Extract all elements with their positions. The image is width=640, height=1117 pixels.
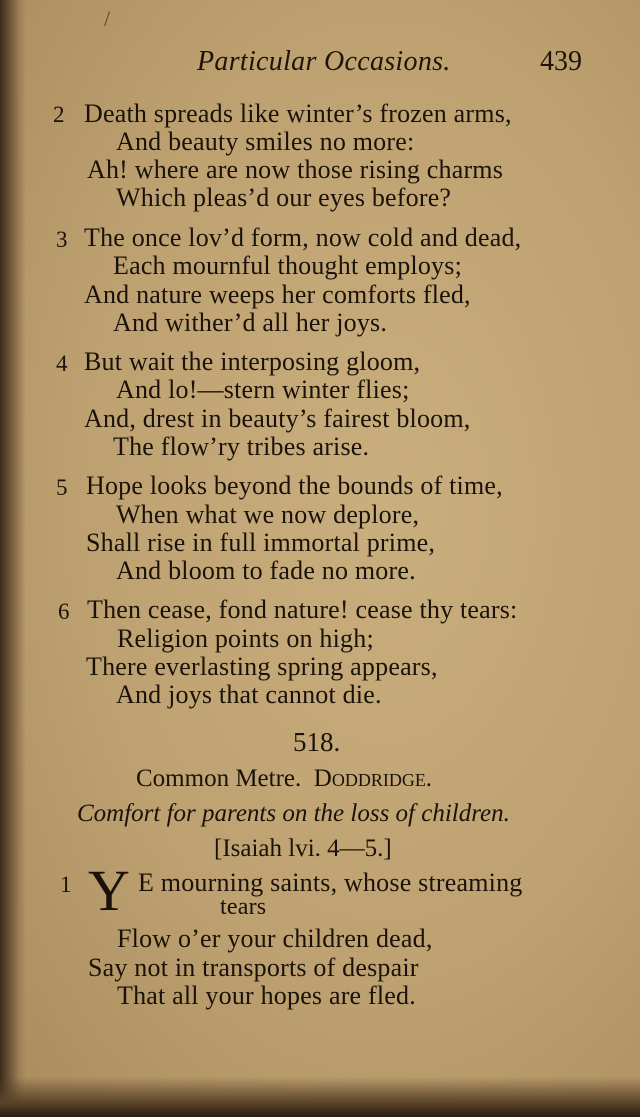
verse-line: And wither’d all her joys.: [113, 308, 388, 337]
verse-line: Flow o’er your children dead,: [117, 924, 433, 953]
verse-line: Which pleas’d our eyes before?: [116, 183, 452, 212]
page-number: 439: [540, 46, 582, 77]
verse-line: And, drest in beauty’s fairest bloom,: [84, 404, 471, 433]
page-gutter-shadow: [0, 0, 26, 1117]
verse-line: That all your hopes are fled.: [117, 981, 416, 1010]
verse-line: Then cease, fond nature! cease thy tears:: [87, 595, 518, 624]
verse-line: And lo!—stern winter flies;: [116, 375, 410, 404]
running-title: Particular Occasions.: [197, 46, 451, 77]
verse-line: E mourning saints, whose streaming: [138, 868, 523, 897]
stanza-number: 4: [56, 351, 68, 376]
verse-line: And nature weeps her comforts fled,: [84, 280, 471, 309]
stanza-number: 1: [60, 872, 72, 897]
verse-line: Religion points on high;: [117, 624, 374, 653]
verse-line: Shall rise in full immortal prime,: [86, 528, 436, 557]
verse-line: The once lov’d form, now cold and dead,: [84, 223, 522, 252]
verse-line: When what we now deplore,: [116, 500, 420, 529]
verse-line: There everlasting spring appears,: [86, 652, 438, 681]
verse-line: Ah! where are now those rising charms: [87, 155, 504, 184]
hymn-number: 518.: [293, 727, 341, 757]
stanza-number: 5: [56, 475, 68, 500]
stanza-number: 6: [58, 599, 70, 624]
pencil-mark: /: [104, 6, 111, 31]
verse-line: Say not in transports of despair: [88, 953, 419, 982]
verse-line: Death spreads like winter’s frozen arms,: [84, 99, 512, 128]
hymn-subject: Comfort for parents on the loss of children.: [77, 800, 510, 827]
page-bottom-edge: [0, 1077, 640, 1117]
verse-line: The flow’ry tribes arise.: [113, 432, 370, 461]
hymn-author: Doddridge.: [313, 765, 433, 792]
hymn-meter: Common Metre.: [136, 765, 302, 792]
verse-line: And beauty smiles no more:: [116, 127, 415, 156]
drop-cap: Y: [88, 858, 130, 923]
stanza-number: 3: [56, 227, 68, 252]
verse-line: tears: [220, 894, 267, 920]
verse-line: And bloom to fade no more.: [116, 556, 416, 585]
verse-line: And joys that cannot die.: [116, 680, 382, 709]
verse-line: Each mournful thought employs;: [113, 251, 463, 280]
verse-line: But wait the interposing gloom,: [84, 347, 421, 376]
verse-line: Hope looks beyond the bounds of time,: [86, 471, 503, 500]
hymn-meter-author: [136, 765, 432, 793]
scripture-reference: [Isaiah lvi. 4—5.]: [214, 835, 392, 862]
stanza-number: 2: [53, 102, 65, 127]
